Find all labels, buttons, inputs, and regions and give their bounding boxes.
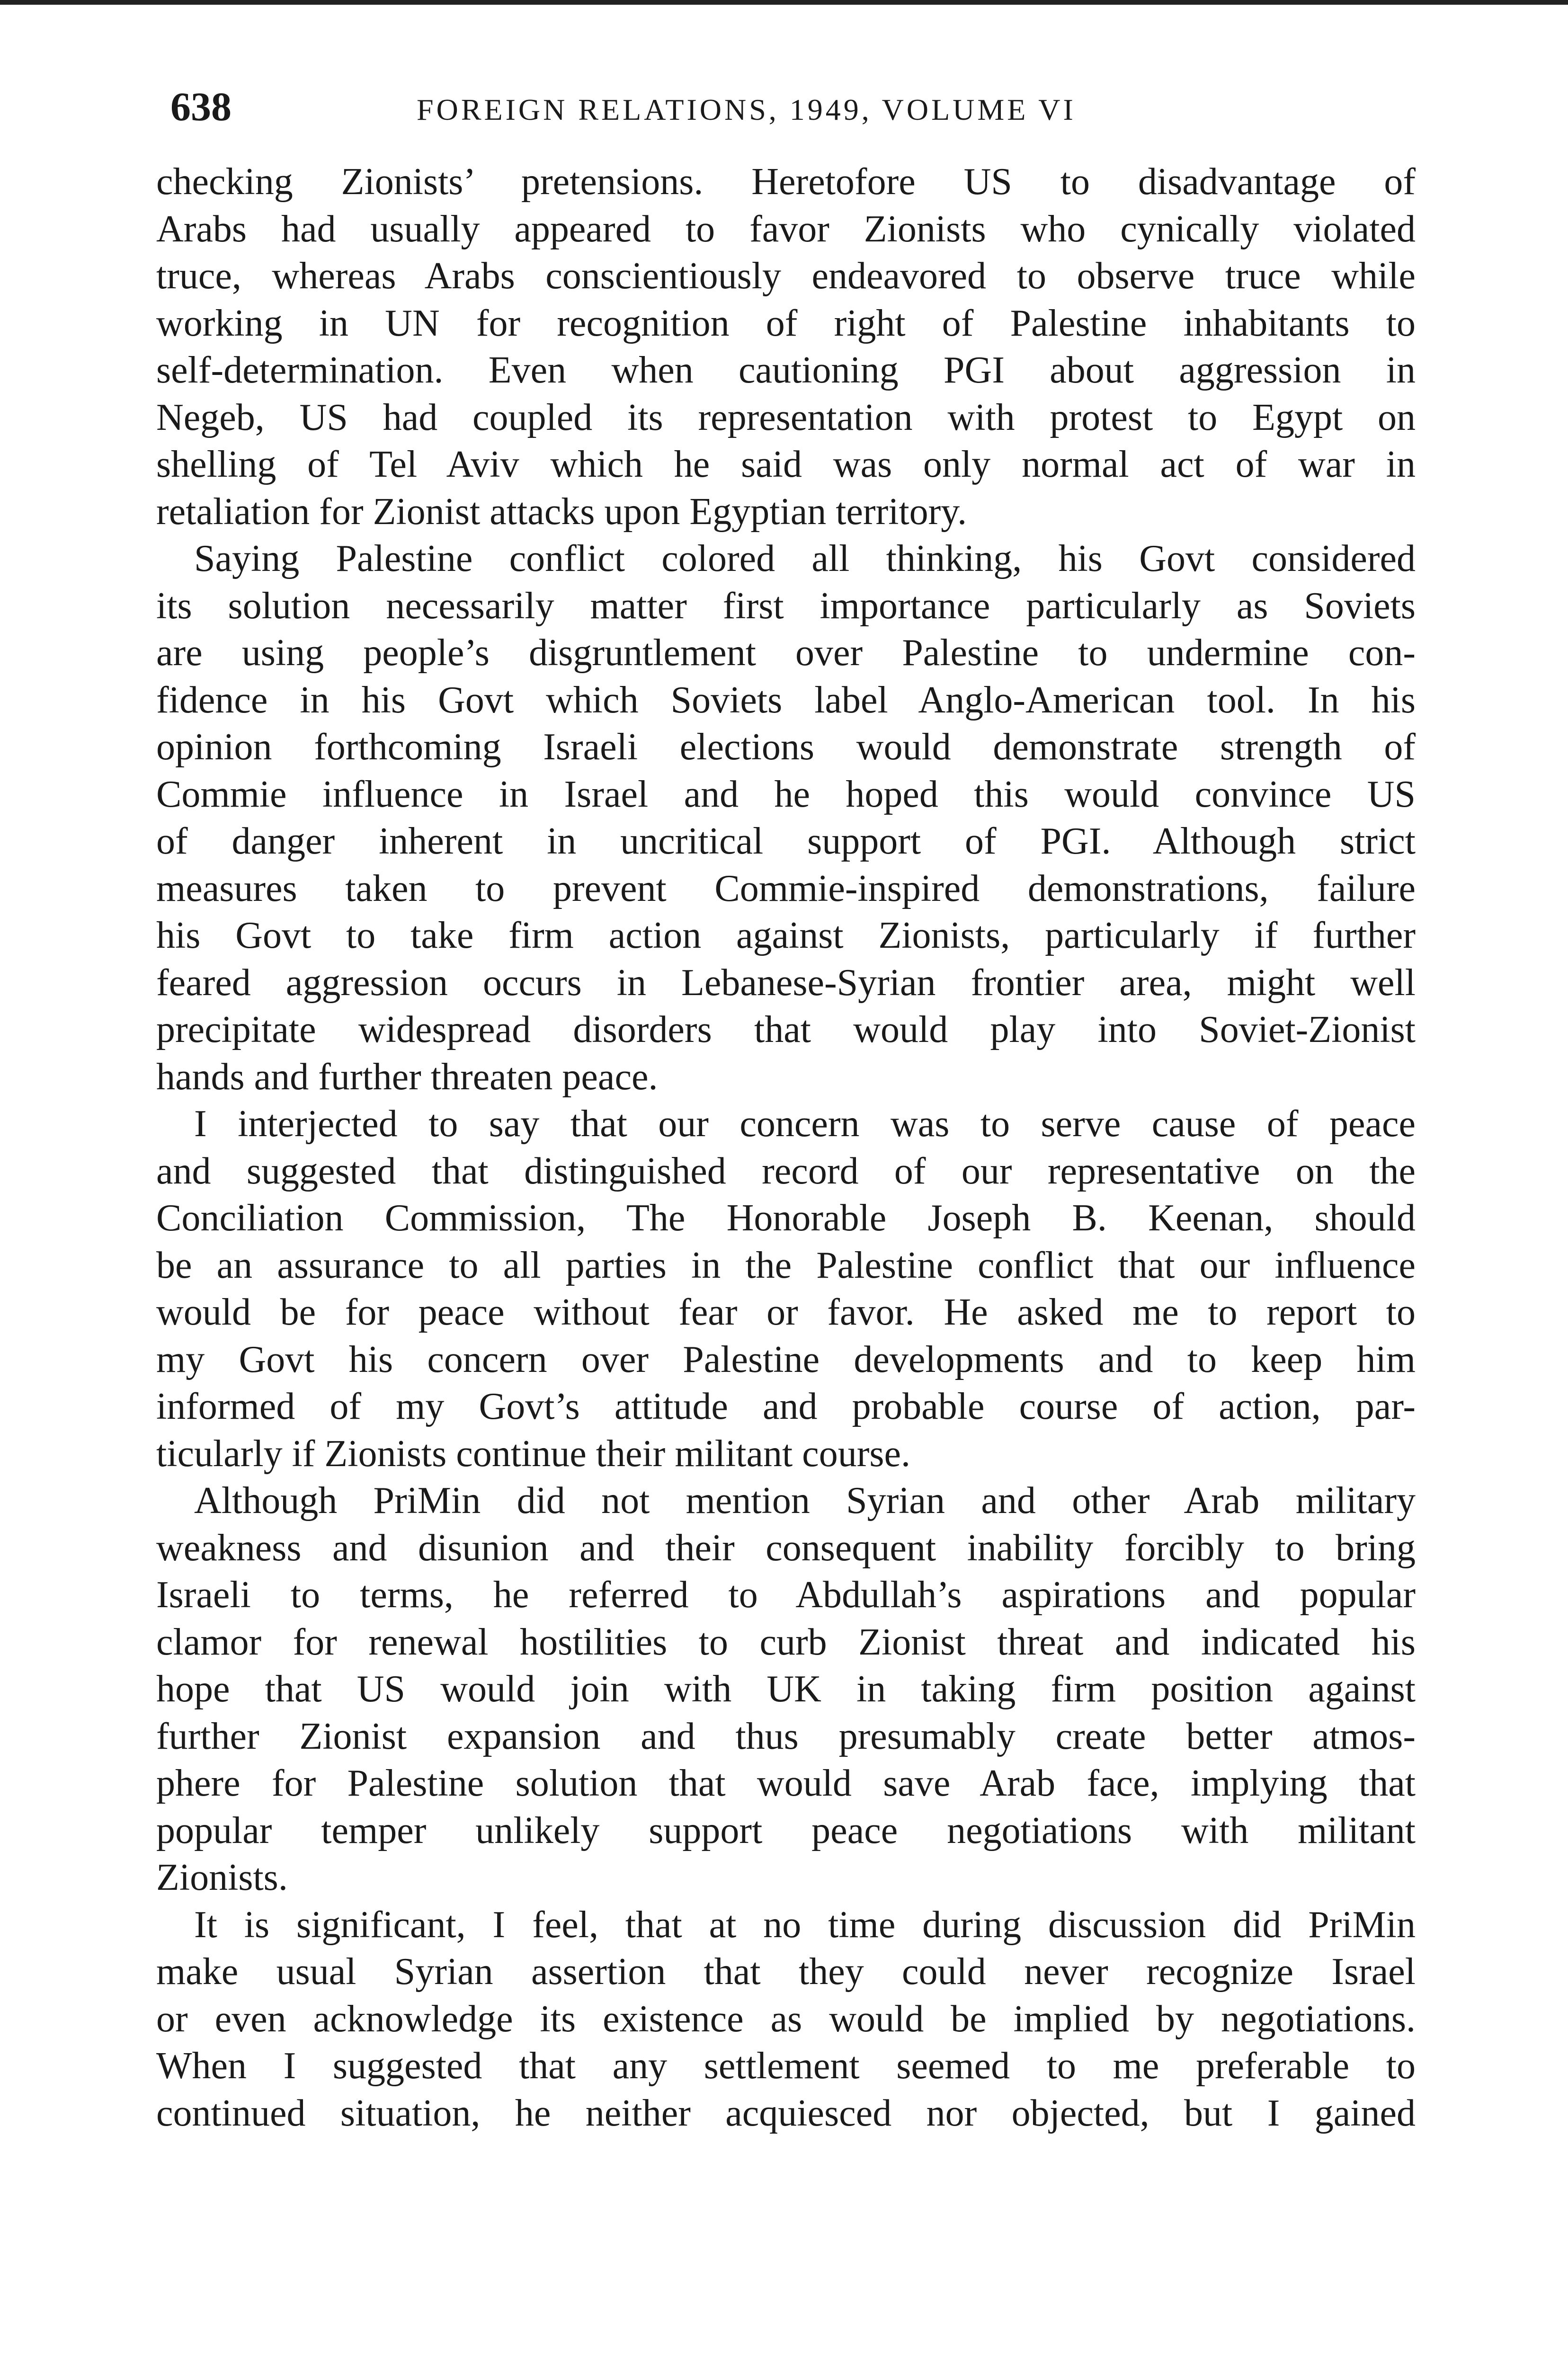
running-head: FOREIGN RELATIONS, 1949, VOLUME VI: [417, 93, 1076, 126]
text-line: would be for peace without fear or favor. He asked me to report to: [156, 1291, 1416, 1333]
text-line: shelling of Tel Aviv which he said was only normal act of war in: [156, 444, 1416, 485]
text-line: weakness and disunion and their consequent inability forcibly to bring: [156, 1527, 1416, 1569]
text-line: Conciliation Commission, The Honorable Joseph B. Keenan, should: [156, 1197, 1416, 1239]
text-line: measures taken to prevent Commie-inspired demonstrations, failure: [156, 867, 1416, 909]
scan-top-border: [0, 0, 1568, 5]
text-line: hands and further threaten peace.: [156, 1056, 658, 1098]
paragraph: [156, 535, 1416, 1101]
text-line: Negeb, US had coupled its representation with protest to Egypt on: [156, 396, 1416, 438]
page-number: 638: [170, 84, 232, 129]
paragraph: [156, 1902, 1416, 2137]
text-line: precipitate widespread disorders that would play into Soviet-Zionist: [156, 1009, 1416, 1050]
text-line: When I suggested that any settlement seemed to me preferable to: [156, 2045, 1416, 2087]
text-line: Although PriMin did not mention Syrian and other Arab military: [194, 1480, 1416, 1522]
text-line: Saying Palestine conflict colored all thinking, his Govt considered: [194, 538, 1416, 579]
text-line: continued situation, he neither acquiesced nor objected, but I gained: [156, 2092, 1416, 2134]
text-line: make usual Syrian assertion that they could never recognize Israel: [156, 1951, 1416, 1993]
text-line: hope that US would join with UK in taking firm position against: [156, 1668, 1416, 1710]
text-line: and suggested that distinguished record of our representative on the: [156, 1150, 1416, 1192]
text-line: truce, whereas Arabs conscientiously endeavored to observe truce while: [156, 255, 1416, 297]
text-line: Israeli to terms, he referred to Abdullah’s aspirations and popular: [156, 1574, 1416, 1616]
text-line: fidence in his Govt which Soviets label Anglo-American tool. In his: [156, 679, 1416, 721]
paragraph: [156, 1101, 1416, 1477]
text-line: further Zionist expansion and thus presumably create better atmos-: [156, 1715, 1416, 1757]
text-line: popular temper unlikely support peace negotiations with militant: [156, 1809, 1416, 1851]
text-line: are using people’s disgruntlement over Palestine to undermine con-: [156, 632, 1416, 674]
text-line: Commie influence in Israel and he hoped this would convince US: [156, 773, 1416, 815]
page-header: [170, 78, 1411, 135]
text-line: clamor for renewal hostilities to curb Zionist threat and indicated his: [156, 1621, 1416, 1663]
text-line: checking Zionists’ pretensions. Heretofore US to disadvantage of: [156, 161, 1416, 203]
text-line: or even acknowledge its existence as would be implied by negotiations.: [156, 1998, 1416, 2040]
text-line: feared aggression occurs in Lebanese-Syrian frontier area, might well: [156, 961, 1416, 1004]
text-line: working in UN for recognition of right of Palestine inhabitants to: [156, 302, 1416, 344]
text-line: It is significant, I feel, that at no time during discussion did PriMin: [194, 1904, 1416, 1946]
text-line: phere for Palestine solution that would save Arab face, implying that: [156, 1762, 1416, 1804]
text-line: I interjected to say that our concern was to serve cause of peace: [194, 1103, 1416, 1145]
text-line: his Govt to take firm action against Zionists, particularly if further: [156, 915, 1416, 956]
text-line: be an assurance to all parties in the Palestine conflict that our influence: [156, 1244, 1416, 1286]
text-line: my Govt his concern over Palestine developments and to keep him: [156, 1338, 1416, 1380]
text-line: ticularly if Zionists continue their militant course.: [156, 1433, 910, 1475]
text-line: Zionists.: [156, 1857, 288, 1898]
body-text: [156, 159, 1416, 2137]
text-line: self-determination. Even when cautioning PGI about aggression in: [156, 349, 1416, 391]
text-line: its solution necessarily matter first importance particularly as Soviets: [156, 585, 1416, 627]
paragraph: [156, 1477, 1416, 1902]
text-line: retaliation for Zionist attacks upon Egyptian territory.: [156, 490, 967, 533]
text-line: informed of my Govt’s attitude and probable course of action, par-: [156, 1386, 1416, 1427]
paragraph: [156, 159, 1416, 535]
text-line: of danger inherent in uncritical support of PGI. Although strict: [156, 820, 1416, 862]
text-line: opinion forthcoming Israeli elections would demonstrate strength of: [156, 726, 1416, 768]
text-line: Arabs had usually appeared to favor Zionists who cynically violated: [156, 208, 1416, 250]
